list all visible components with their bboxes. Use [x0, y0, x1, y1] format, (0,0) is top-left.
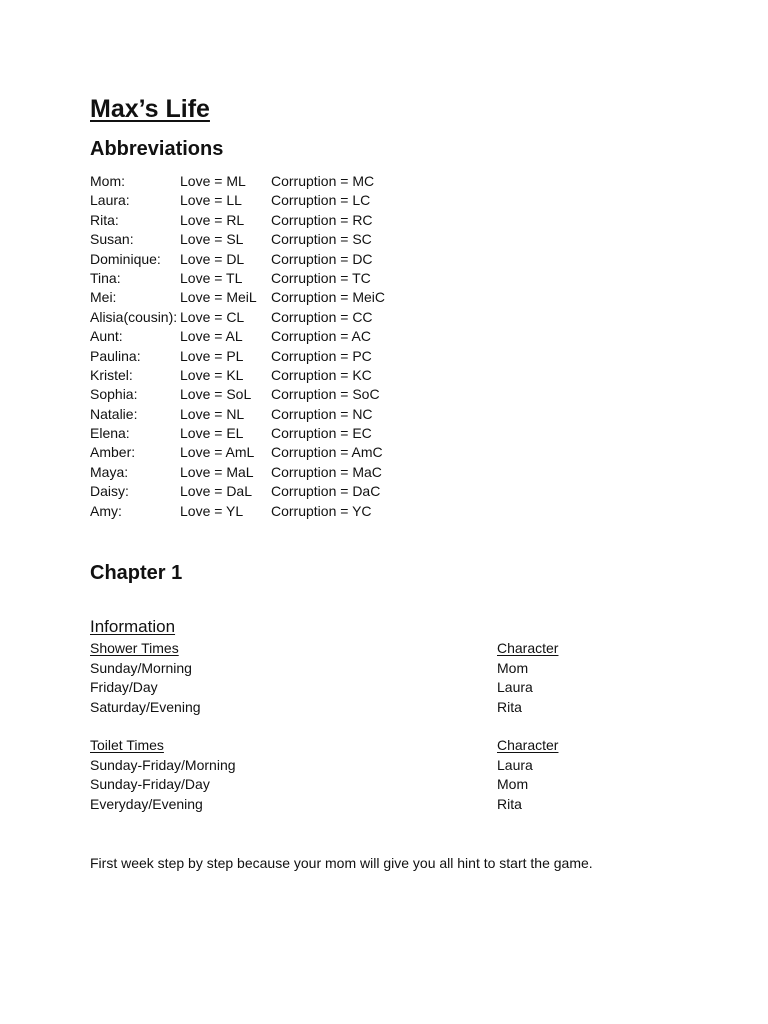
abbreviation-row	[90, 250, 411, 269]
table-row	[90, 678, 610, 698]
shower-times-table	[90, 639, 610, 717]
love-abbreviation: Love = DaL	[180, 483, 252, 500]
abbreviation-row	[90, 211, 411, 230]
corruption-abbreviation: Corruption = AC	[271, 328, 371, 345]
love-abbreviation: Love = CL	[180, 308, 245, 325]
abbreviations-heading: Abbreviations	[90, 138, 224, 160]
toilet-times-table	[90, 736, 610, 814]
character-name: Natalie:	[90, 405, 138, 422]
schedule-time: Saturday/Evening	[90, 698, 201, 715]
corruption-abbreviation: Corruption = SoC	[271, 386, 380, 403]
love-abbreviation: Love = YL	[180, 502, 244, 519]
abbreviation-row	[90, 327, 411, 346]
schedule-time: Sunday-Friday/Day	[90, 776, 210, 792]
corruption-abbreviation: Corruption = EC	[271, 425, 372, 442]
character-name: Tina:	[90, 269, 121, 286]
love-abbreviation: Love = TL	[180, 269, 243, 286]
character-name: Alisia(cousin):	[90, 308, 178, 325]
character-name: Kristel:	[90, 366, 133, 383]
love-abbreviation: Love = MaL	[180, 463, 254, 480]
character-name: Mom:	[90, 173, 125, 189]
corruption-abbreviation: Corruption = DC	[271, 250, 373, 267]
character-name: Laura:	[90, 192, 130, 209]
abbreviation-row	[90, 172, 411, 191]
schedule-time: Sunday/Morning	[90, 659, 192, 676]
shower-times-header: Shower Times	[90, 640, 179, 656]
love-abbreviation: Love = MeiL	[180, 289, 257, 306]
love-abbreviation: Love = DL	[180, 250, 245, 267]
corruption-abbreviation: Corruption = NC	[271, 405, 373, 422]
abbreviation-row	[90, 443, 411, 462]
love-abbreviation: Love = RL	[180, 211, 245, 228]
corruption-abbreviation: Corruption = PC	[271, 347, 372, 364]
table-row	[90, 659, 610, 679]
character-name: Mei:	[90, 289, 117, 306]
information-heading: Information	[90, 617, 176, 636]
love-abbreviation: Love = SoL	[180, 386, 252, 403]
table-header-row	[90, 736, 610, 756]
love-abbreviation: Love = SL	[180, 231, 244, 248]
abbreviation-row	[90, 502, 411, 521]
schedule-time: Everyday/Evening	[90, 795, 203, 812]
love-abbreviation: Love = PL	[180, 347, 244, 364]
page-title: Max’s Life	[90, 95, 210, 123]
character-name: Paulina:	[90, 347, 141, 364]
abbreviation-row	[90, 308, 411, 327]
corruption-abbreviation: Corruption = YC	[271, 502, 372, 519]
character-header: Character	[497, 737, 559, 753]
abbreviations-table	[90, 172, 411, 521]
table-header-row	[90, 639, 610, 659]
schedule-character: Rita	[497, 795, 522, 812]
character-header: Character	[497, 640, 559, 656]
table-row	[90, 698, 610, 718]
corruption-abbreviation: Corruption = DaC	[271, 483, 381, 500]
corruption-abbreviation: Corruption = MeiC	[271, 289, 385, 306]
schedule-character: Mom	[497, 659, 529, 676]
love-abbreviation: Love = NL	[180, 405, 245, 422]
schedule-character: Laura	[497, 756, 533, 773]
corruption-abbreviation: Corruption = AmC	[271, 444, 383, 461]
abbreviation-row	[90, 230, 411, 249]
corruption-abbreviation: Corruption = MC	[271, 173, 375, 189]
abbreviation-row	[90, 463, 411, 482]
corruption-abbreviation: Corruption = KC	[271, 366, 372, 383]
character-name: Sophia:	[90, 386, 138, 403]
corruption-abbreviation: Corruption = LC	[271, 192, 371, 209]
corruption-abbreviation: Corruption = CC	[271, 308, 373, 325]
abbreviation-row	[90, 269, 411, 288]
corruption-abbreviation: Corruption = TC	[271, 269, 371, 286]
abbreviation-row	[90, 385, 411, 404]
love-abbreviation: Love = LL	[180, 192, 242, 209]
love-abbreviation: Love = ML	[180, 173, 246, 189]
character-name: Aunt:	[90, 328, 123, 345]
love-abbreviation: Love = AL	[180, 328, 243, 345]
character-name: Amy:	[90, 502, 122, 519]
abbreviation-row	[90, 482, 411, 501]
character-name: Dominique:	[90, 250, 161, 267]
character-name: Rita:	[90, 211, 119, 228]
character-name: Elena:	[90, 425, 130, 442]
schedule-character: Laura	[497, 679, 533, 695]
love-abbreviation: Love = EL	[180, 425, 244, 442]
first-week-note: First week step by step because your mom will give you all hint to start the game.	[90, 855, 593, 871]
character-name: Daisy:	[90, 483, 129, 500]
corruption-abbreviation: Corruption = MaC	[271, 463, 382, 480]
abbreviation-row	[90, 347, 411, 366]
love-abbreviation: Love = AmL	[180, 444, 255, 461]
abbreviation-row	[90, 366, 411, 385]
character-name: Susan:	[90, 231, 134, 248]
schedule-character: Mom	[497, 776, 529, 792]
table-row	[90, 756, 610, 776]
abbreviation-row	[90, 191, 411, 210]
schedule-character: Rita	[497, 698, 522, 715]
abbreviation-row	[90, 405, 411, 424]
corruption-abbreviation: Corruption = RC	[271, 211, 373, 228]
abbreviation-row	[90, 288, 411, 307]
schedule-time: Sunday-Friday/Morning	[90, 756, 236, 773]
abbreviation-row	[90, 424, 411, 443]
table-row	[90, 795, 610, 815]
table-row	[90, 775, 610, 795]
schedule-time: Friday/Day	[90, 679, 158, 695]
character-name: Amber:	[90, 444, 136, 461]
love-abbreviation: Love = KL	[180, 366, 244, 383]
chapter-heading: Chapter 1	[90, 562, 183, 584]
corruption-abbreviation: Corruption = SC	[271, 231, 372, 248]
toilet-times-header: Toilet Times	[90, 737, 164, 753]
character-name: Maya:	[90, 463, 129, 480]
